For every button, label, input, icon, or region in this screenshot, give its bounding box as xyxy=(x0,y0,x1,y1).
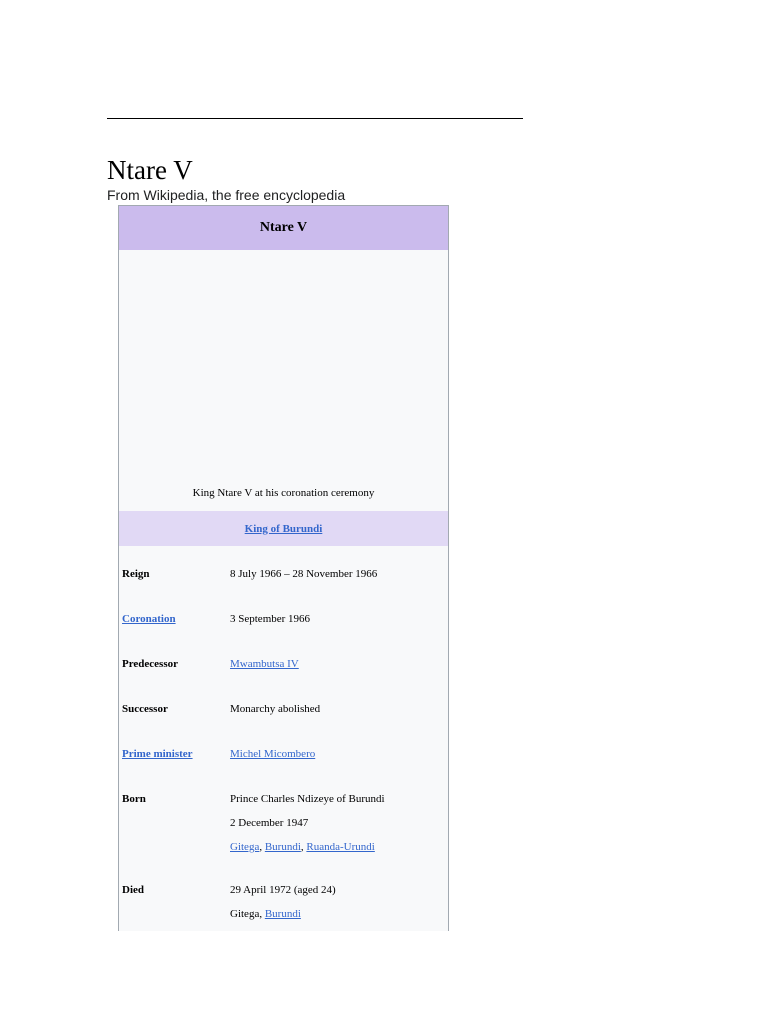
row-value-coronation: 3 September 1966 xyxy=(230,613,311,625)
died-place xyxy=(230,903,336,927)
row-value-predecessor xyxy=(230,653,299,675)
row-value-prime-minister xyxy=(230,743,315,765)
row-label-predecessor: Predecessor xyxy=(122,658,178,670)
infobox-title: Ntare V xyxy=(259,220,308,235)
row-label-born: Born xyxy=(122,793,146,805)
row-value-successor: Monarchy abolished xyxy=(230,703,321,715)
coronation-link[interactable]: Coronation xyxy=(122,613,176,625)
row-label-reign: Reign xyxy=(122,568,150,580)
row-label-died: Died xyxy=(122,884,144,896)
page-tagline: From Wikipedia, the free encyclopedia xyxy=(107,187,346,203)
row-value-died xyxy=(230,879,336,927)
infobox xyxy=(118,205,449,931)
separator: , xyxy=(259,841,265,853)
page-title: Ntare V xyxy=(107,155,193,185)
king-of-burundi-link[interactable]: King of Burundi xyxy=(244,522,323,535)
born-date: 2 December 1947 xyxy=(230,817,309,829)
infobox-image-area xyxy=(119,250,448,511)
row-label-successor: Successor xyxy=(122,703,168,715)
born-place xyxy=(230,836,385,860)
burundi-link[interactable]: Burundi xyxy=(264,908,301,920)
ruanda-urundi-link[interactable]: Ruanda-Urundi xyxy=(306,841,375,853)
prime-minister-link[interactable]: Prime minister xyxy=(122,748,193,760)
gitega-link[interactable]: Gitega xyxy=(230,841,260,853)
died-city: Gitega xyxy=(230,908,260,920)
died-date: 29 April 1972 (aged 24) xyxy=(230,884,336,896)
michel-micombero-link[interactable]: Michel Micombero xyxy=(230,748,316,760)
row-value-reign: 8 July 1966 – 28 November 1966 xyxy=(230,568,378,580)
image-caption: King Ntare V at his coronation ceremony xyxy=(192,487,375,499)
mwambutsa-iv-link[interactable]: Mwambutsa IV xyxy=(230,658,299,670)
horizontal-rule xyxy=(107,118,523,119)
infobox-header xyxy=(119,206,448,250)
born-name: Prince Charles Ndizeye of Burundi xyxy=(230,793,385,805)
infobox-subheader xyxy=(119,511,448,546)
separator: , xyxy=(300,841,307,853)
separator: , xyxy=(259,908,265,920)
burundi-link[interactable]: Burundi xyxy=(264,841,301,853)
row-value-born xyxy=(230,788,385,860)
